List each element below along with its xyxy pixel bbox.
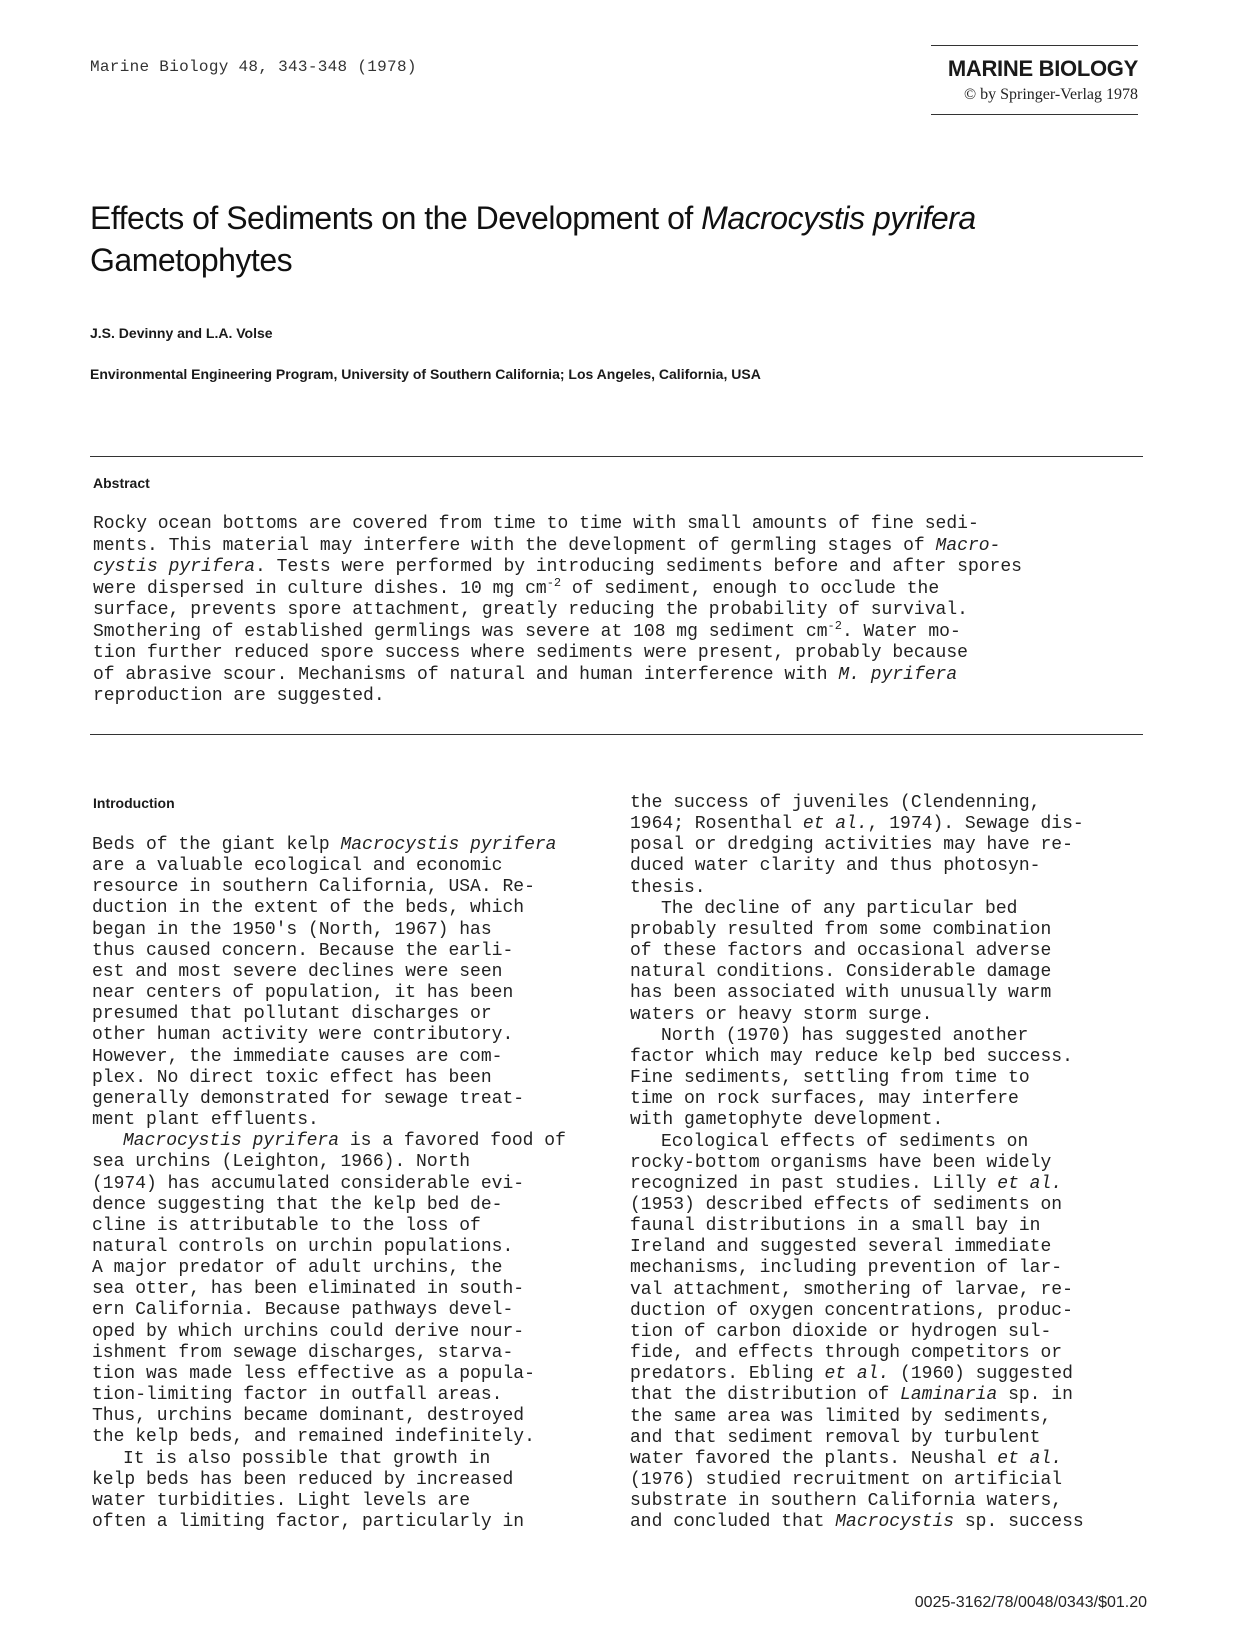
text-column-left xyxy=(92,835,612,1533)
title-text: Effects of Sediments on the Development of xyxy=(90,200,702,236)
title-species: Macrocystis pyrifera xyxy=(701,200,976,236)
abstract-top-rule xyxy=(90,456,1143,457)
body-line: Beds of the giant kelp Macrocystis pyrifera xyxy=(92,835,557,855)
body-line: thus caused concern. Because the earli- xyxy=(92,940,514,961)
body-line: generally demonstrated for sewage treat- xyxy=(92,1088,525,1109)
body-line: with gametophyte development. xyxy=(630,1110,944,1131)
body-line: often a limiting factor, particularly in xyxy=(92,1512,525,1532)
body-line: Thus, urchins became dominant, destroyed xyxy=(92,1406,525,1427)
body-line: sea urchins (Leighton, 1966). North xyxy=(92,1152,471,1173)
body-line: and that sediment removal by turbulent xyxy=(630,1427,1041,1448)
body-line: faunal distributions in a small bay in xyxy=(630,1216,1041,1237)
body-line: resource in southern California, USA. Re- xyxy=(92,877,535,898)
body-line: (1953) described effects of sediments on xyxy=(630,1194,1063,1215)
body-line: Ecological effects of sediments on xyxy=(661,1131,1029,1152)
journal-name: MARINE BIOLOGY xyxy=(947,56,1138,81)
body-line: cline is attributable to the loss of xyxy=(92,1215,481,1236)
introduction-heading: Introduction xyxy=(93,795,175,811)
body-line: the success of juveniles (Clendenning, xyxy=(630,793,1041,813)
body-line: sea otter, has been eliminated in south- xyxy=(92,1279,525,1300)
body-line: (1976) studied recruitment on artificial xyxy=(630,1470,1063,1490)
body-line: North (1970) has suggested another xyxy=(661,1025,1029,1046)
body-line: are a valuable ecological and economic xyxy=(92,856,503,877)
body-line: near centers of population, it has been xyxy=(92,983,514,1004)
journal-citation: Marine Biology 48, 343-348 (1978) xyxy=(90,58,417,76)
body-line: (1974) has accumulated considerable evi- xyxy=(92,1173,525,1194)
body-line: water favored the plants. Neushal et al. xyxy=(630,1448,1063,1469)
affiliation: Environmental Engineering Program, University of Southern California; Los Angeles, California, USA xyxy=(90,366,761,382)
body-line: A major predator of adult urchins, the xyxy=(92,1258,503,1279)
abstract-line: Smothering of established germlings was severe at 108 mg sediment $cm^{-2}$. Water mo- xyxy=(93,618,961,642)
body-line: probably resulted from some combination xyxy=(630,919,1052,940)
body-line: duction in the extent of the beds, which xyxy=(92,898,525,919)
body-line: Fine sediments, settling from time to xyxy=(630,1068,1030,1089)
body-line: ishment from sewage discharges, starva- xyxy=(92,1342,514,1363)
body-line: substrate in southern California waters, xyxy=(630,1491,1063,1512)
body-line: and concluded that Macrocystis sp. success xyxy=(630,1512,1084,1533)
abstract-line: cystis pyrifera. Tests were performed by introducing sediments before and after spores xyxy=(93,557,1022,577)
body-line: the kelp beds, and remained indefinitely. xyxy=(92,1427,535,1448)
body-line: The decline of any particular bed xyxy=(661,898,1018,919)
body-line: has been associated with unusually warm xyxy=(630,983,1052,1004)
body-line: est and most severe declines were seen xyxy=(92,961,503,982)
body-line: of these factors and occasional adverse xyxy=(630,941,1052,962)
article-title xyxy=(90,197,1170,281)
body-line: duced water clarity and thus photosyn- xyxy=(630,856,1041,877)
body-line: tion of carbon dioxide or hydrogen sul- xyxy=(630,1321,1052,1342)
body-line: tion-limiting factor in outfall areas. xyxy=(92,1385,503,1406)
body-line: fide, and effects through competitors or xyxy=(630,1343,1063,1364)
text-column-right xyxy=(630,793,1150,1533)
body-line: factor which may reduce kelp bed success. xyxy=(630,1046,1073,1067)
body-line: rocky-bottom organisms have been widely xyxy=(630,1152,1052,1173)
article-code: 0025-3162/78/0048/0343/$01.20 xyxy=(914,1594,1147,1611)
body-line: mechanisms, including prevention of lar- xyxy=(630,1258,1063,1279)
body-line: predators. Ebling et al. (1960) suggested xyxy=(630,1364,1073,1385)
body-line: natural controls on urchin populations. xyxy=(92,1236,514,1257)
body-line: began in the 1950's (North, 1967) has xyxy=(92,919,492,940)
body-line: natural conditions. Considerable damage xyxy=(630,962,1052,983)
body-line: oped by which urchins could derive nour- xyxy=(92,1321,525,1342)
body-line: Ireland and suggested several immediate xyxy=(630,1237,1052,1258)
body-line: duction of oxygen concentrations, produc- xyxy=(630,1300,1073,1321)
body-line: 1964; Rosenthal et al., 1974). Sewage dis- xyxy=(630,814,1084,835)
body-line: the same area was limited by sediments, xyxy=(630,1406,1052,1427)
abstract-line: were dispersed in culture dishes. 10 mg $cm^{-2}$ of sediment, enough to occlude the xyxy=(93,575,940,599)
body-line: waters or heavy storm surge. xyxy=(630,1004,933,1025)
body-line: that the distribution of Laminaria sp. in xyxy=(630,1385,1073,1406)
abstract-line: of abrasive scour. Mechanisms of natural and human interference with M. pyrifera xyxy=(93,664,958,685)
body-line: However, the immediate causes are com- xyxy=(92,1046,503,1067)
body-line: tion was made less effective as a popula- xyxy=(92,1363,535,1384)
body-line: It is also possible that growth in xyxy=(123,1448,491,1469)
abstract-line: surface, prevents spore attachment, greatly reducing the probability of survival. xyxy=(93,600,968,620)
body-line: Macrocystis pyrifera is a favored food of xyxy=(123,1131,566,1152)
abstract-line: tion further reduced spore success where sediments were present, probably because xyxy=(93,643,968,663)
journal-masthead xyxy=(931,45,1138,115)
authors: J.S. Devinny and L.A. Volse xyxy=(90,325,273,341)
body-line: time on rock surfaces, may interfere xyxy=(630,1089,1019,1110)
body-line: water turbidities. Light levels are xyxy=(92,1490,471,1511)
body-line: ment plant effluents. xyxy=(92,1110,319,1131)
body-line: dence suggesting that the kelp bed de- xyxy=(92,1194,503,1215)
abstract-line: ments. This material may interfere with the development of germling stages of Macro- xyxy=(93,535,1001,556)
body-line: val attachment, smothering of larvae, re- xyxy=(630,1279,1073,1300)
body-line: other human activity were contributory. xyxy=(92,1025,514,1046)
body-line: recognized in past studies. Lilly et al. xyxy=(630,1173,1063,1194)
abstract-heading: Abstract xyxy=(93,475,150,491)
body-line: presumed that pollutant discharges or xyxy=(92,1004,492,1025)
abstract-line: Rocky ocean bottoms are covered from time to time with small amounts of fine sedi- xyxy=(93,514,979,534)
body-line: kelp beds has been reduced by increased xyxy=(92,1469,514,1490)
body-line: thesis. xyxy=(630,877,706,898)
abstract-text xyxy=(93,514,1153,708)
title-text-line2: Gametophytes xyxy=(90,242,293,278)
body-line: ern California. Because pathways devel- xyxy=(92,1300,514,1321)
body-line: posal or dredging activities may have re- xyxy=(630,835,1073,856)
abstract-bottom-rule xyxy=(90,734,1143,735)
abstract-line: reproduction are suggested. xyxy=(93,686,385,706)
copyright-notice: © by Springer-Verlag 1978 xyxy=(963,86,1138,103)
body-line: plex. No direct toxic effect has been xyxy=(92,1067,492,1088)
